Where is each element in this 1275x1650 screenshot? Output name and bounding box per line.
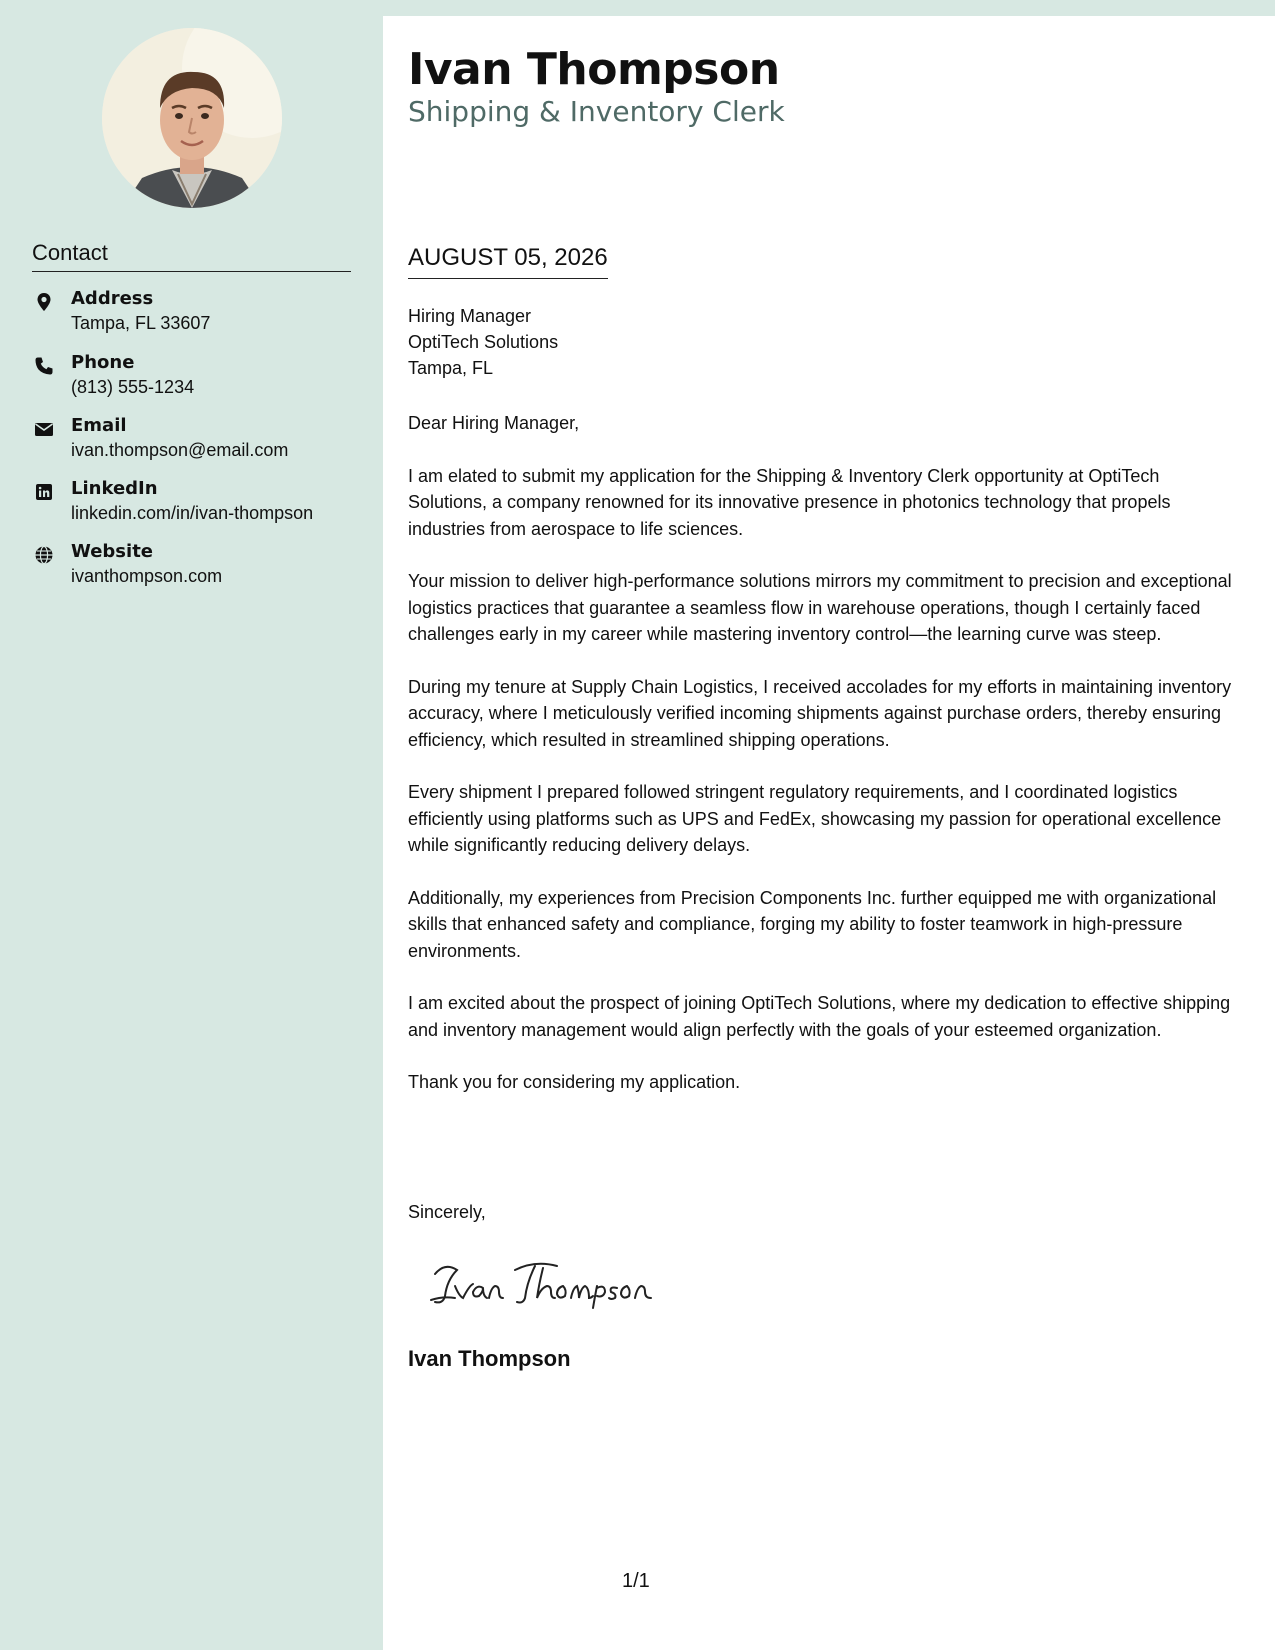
- contact-heading: Contact: [32, 240, 108, 265]
- phone-value: (813) 555-1234: [71, 377, 195, 397]
- job-title: Shipping & Inventory Clerk: [408, 95, 785, 128]
- contact-address: [32, 288, 372, 340]
- body-paragraph: Every shipment I prepared followed stringent regulatory requirements, and I coordinated logistics efficiently using platforms such as UPS and FedEx, showcasing my passion for operational excellence while significantly reducing delivery delays.: [408, 782, 1222, 855]
- recipient-line: Tampa, FL: [408, 358, 494, 378]
- applicant-name: Ivan Thompson: [408, 44, 780, 95]
- signature-image: [425, 1252, 675, 1312]
- recipient-line: Hiring Manager: [408, 306, 532, 326]
- closing: Sincerely,: [408, 1202, 486, 1222]
- contact-label: LinkedIn: [71, 478, 158, 499]
- contact-phone: [32, 352, 372, 404]
- body-paragraph: Thank you for considering my application.: [408, 1072, 741, 1092]
- contact-label: Phone: [71, 352, 135, 373]
- address-value: Tampa, FL 33607: [71, 313, 211, 333]
- globe-icon: [34, 545, 54, 565]
- avatar: [102, 28, 282, 208]
- letter-content: [408, 410, 1238, 1122]
- contact-divider: [32, 271, 351, 272]
- linkedin-icon: [34, 482, 54, 502]
- recipient-block: [408, 303, 558, 381]
- contact-email: [32, 415, 372, 467]
- phone-icon: [34, 356, 54, 376]
- contact-website: [32, 541, 372, 593]
- salutation: Dear Hiring Manager,: [408, 413, 580, 433]
- map-pin-icon: [34, 292, 54, 312]
- body-paragraph: I am excited about the prospect of joining OptiTech Solutions, where my dedication to effective shipping and inventory management would align perfectly with the goals of your esteemed organization.: [408, 993, 1231, 1040]
- contact-label: Website: [71, 541, 154, 562]
- envelope-icon: [34, 419, 54, 439]
- page-number: 1/1: [622, 1570, 650, 1592]
- contact-linkedin: [32, 478, 372, 530]
- website-value[interactable]: ivanthompson.com: [71, 566, 223, 586]
- body-paragraph: Additionally, my experiences from Precision Components Inc. further equipped me with organizational skills that enhanced safety and compliance, forging my ability to foster teamwork in high-pressure environments.: [408, 887, 1217, 961]
- top-strip: [383, 0, 1275, 16]
- contact-label: Address: [71, 288, 154, 309]
- email-value[interactable]: ivan.thompson@email.com: [71, 440, 289, 460]
- recipient-line: OptiTech Solutions: [408, 332, 559, 352]
- letter-date: AUGUST 05, 2026: [408, 244, 608, 279]
- body-paragraph: Your mission to deliver high-performance solutions mirrors my commitment to precision and exceptional logistics practices that guarantee a seamless flow in warehouse operations, though I certainly faced challenges early in my career while mastering inventory control—the learning curve was steep.: [408, 571, 1232, 644]
- contact-label: Email: [71, 415, 127, 436]
- body-paragraph: I am elated to submit my application for the Shipping & Inventory Clerk opportunity at OptiTech Solutions, a company renowned for its innovative presence in photonics technology that propels industries from aerospace to life sciences.: [408, 465, 1171, 539]
- signer-name: Ivan Thompson: [408, 1346, 571, 1371]
- linkedin-value[interactable]: linkedin.com/in/ivan-thompson: [71, 503, 314, 523]
- body-paragraph: During my tenure at Supply Chain Logistics, I received accolades for my efforts in maintaining inventory accuracy, where I meticulously verified incoming shipments against purchase orders, thereby ensuring efficiency, which resulted in streamlined shipping operations.: [408, 676, 1232, 750]
